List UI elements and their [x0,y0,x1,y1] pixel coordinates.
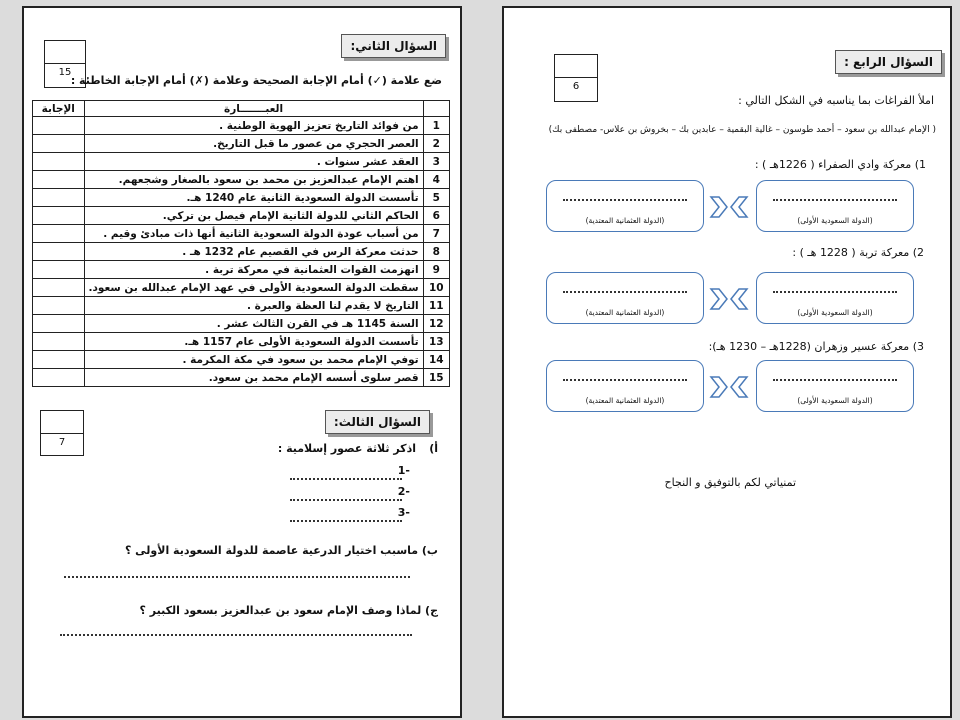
battle-1-saudi-box[interactable] [756,180,914,232]
row-statement: حدثت معركة الرس في القصيم عام 1232 هـ . [84,243,423,261]
table-row [33,207,450,225]
q3-score-box [40,410,84,456]
battle-3-saudi-box[interactable] [756,360,914,412]
q4-instruction: املأ الفراغات بما يناسبه في الشكل التالي : [738,94,934,107]
q3-b-question: ب) ماسبب اختيار الدرعية عاصمة للدولة السعودية الأولى ؟ [124,544,438,557]
table-row [33,243,450,261]
table-row [33,279,450,297]
q3-a-answer-line-3[interactable] [290,520,402,522]
battle-2-title: 2) معركة تربة ( 1228 هـ ) : [792,246,924,259]
row-number: 12 [423,315,449,333]
row-statement: تأسست الدولة السعودية الأولى عام 1157 هـ. [84,333,423,351]
row-answer-cell[interactable] [33,189,85,207]
q3-a-answer-line-1[interactable] [290,478,402,480]
row-answer-cell[interactable] [33,315,85,333]
row-number: 1 [423,117,449,135]
num-col-header [423,101,449,117]
table-row [33,351,450,369]
row-statement: انهزمت القوات العثمانية في معركة تربة . [84,261,423,279]
table-row [33,189,450,207]
row-answer-cell[interactable] [33,153,85,171]
row-answer-cell[interactable] [33,297,85,315]
battle-1-title: 1) معركة وادي الصفراء ( 1226هـ ) : [754,158,926,171]
row-number: 15 [423,369,449,387]
table-row [33,153,450,171]
statement-col-header: العبـــــــارة [84,101,423,117]
q4-title: السؤال الرابع : [835,50,942,74]
answer-col-header: الإجابة [33,101,85,117]
q3-a-item-1: -1 [397,464,410,477]
row-answer-cell[interactable] [33,369,85,387]
battle-3-title: 3) معركة عسير وزهران (1228هـ – 1230 هـ): [708,340,924,353]
row-number: 14 [423,351,449,369]
q3-score: 7 [58,437,66,448]
row-statement: السنة 1145 هـ في القرن الثالث عشر . [84,315,423,333]
q3-a-answer-line-2[interactable] [290,499,402,501]
row-number: 5 [423,189,449,207]
right-page [502,6,952,718]
table-row [33,135,450,153]
row-statement: من فوائد التاريخ تعزيز الهوية الوطنية . [84,117,423,135]
row-answer-cell[interactable] [33,261,85,279]
q4-options: ( الإمام عبدالله بن سعود – أحمد طوسون – غالية البقمية – عابدين بك – بخروش بن علاس- مصطفى بك) [548,125,936,135]
row-number: 2 [423,135,449,153]
row-answer-cell[interactable] [33,333,85,351]
left-page [22,6,462,718]
row-answer-cell[interactable] [33,279,85,297]
row-answer-cell[interactable] [33,171,85,189]
row-statement: توفي الإمام محمد بن سعود في مكة المكرمة . [84,351,423,369]
q3-a-text: اذكر ثلاثة عصور إسلامية : [277,442,416,455]
q2-instruction: ضع علامة (✓) أمام الإجابة الصحيحة وعلامة (✗) أمام الإجابة الخاطئة : [70,74,442,87]
row-number: 7 [423,225,449,243]
row-statement: اهتم الإمام عبدالعزيز بن محمد بن سعود بالصغار وشجعهم. [84,171,423,189]
q2-score: 15 [58,67,72,78]
battle-1-clash-icon [709,194,749,220]
table-row [33,315,450,333]
table-row [33,225,450,243]
table-row [33,117,450,135]
row-statement: قصر سلوى أسسه الإمام محمد بن سعود. [84,369,423,387]
row-statement: من أسباب عودة الدولة السعودية الثانية أنها ذات مبادئ وقيم . [84,225,423,243]
table-row [33,171,450,189]
battle-2-saudi-box[interactable] [756,272,914,324]
battle-3-ottoman-box[interactable] [546,360,704,412]
battle-3-clash-icon [709,374,749,400]
row-number: 6 [423,207,449,225]
row-statement: العصر الحجري من عصور ما قبل التاريخ. [84,135,423,153]
q3-a-label: أ) [429,442,438,455]
row-statement: سقطت الدولة السعودية الأولى في عهد الإمام عبدالله بن سعود. [84,279,423,297]
battle-2-clash-icon [709,286,749,312]
battle-1-ottoman-label: (الدولة العثمانية المعتدية) [585,216,665,225]
battle-2-ottoman-box[interactable] [546,272,704,324]
q4-score: 6 [572,81,580,92]
row-answer-cell[interactable] [33,207,85,225]
table-row [33,297,450,315]
battle-1-saudi-label: (الدولة السعودية الأولى) [797,216,873,225]
q3-title: السؤال الثالث: [325,410,430,434]
row-statement: العقد عشر سنوات . [84,153,423,171]
row-number: 13 [423,333,449,351]
q2-table [32,100,450,387]
row-answer-cell[interactable] [33,117,85,135]
row-number: 10 [423,279,449,297]
row-number: 3 [423,153,449,171]
q4-score-box [554,54,598,102]
q2-title: السؤال الثاني: [341,34,446,58]
row-answer-cell[interactable] [33,225,85,243]
row-statement: الحاكم الثاني للدولة الثانية الإمام فيصل بن تركي. [84,207,423,225]
row-answer-cell[interactable] [33,351,85,369]
row-statement: تأسست الدولة السعودية الثانية عام 1240 هـ. [84,189,423,207]
battle-2-ottoman-label: (الدولة العثمانية المعتدية) [585,308,665,317]
row-answer-cell[interactable] [33,243,85,261]
table-row [33,261,450,279]
row-number: 11 [423,297,449,315]
table-row [33,333,450,351]
wishes-text: تمنياتي لكم بالتوفيق و النجاح [664,476,796,489]
table-row [33,369,450,387]
row-number: 4 [423,171,449,189]
battle-3-ottoman-label: (الدولة العثمانية المعتدية) [585,396,665,405]
row-number: 8 [423,243,449,261]
q3-a-item-3: -3 [397,506,410,519]
row-answer-cell[interactable] [33,135,85,153]
q3-b-answer-line[interactable] [64,576,410,578]
battle-1-ottoman-box[interactable] [546,180,704,232]
battle-2-saudi-label: (الدولة السعودية الأولى) [797,308,873,317]
row-statement: التاريخ لا يقدم لنا العظة والعبرة . [84,297,423,315]
q3-a-item-2: -2 [397,485,410,498]
battle-3-saudi-label: (الدولة السعودية الأولى) [797,396,873,405]
q3-c-question: ج) لماذا وصف الإمام سعود بن عبدالعزيز بسعود الكبير ؟ [139,604,438,617]
row-number: 9 [423,261,449,279]
q3-c-answer-line[interactable] [60,634,412,636]
table-header-row [33,101,450,117]
